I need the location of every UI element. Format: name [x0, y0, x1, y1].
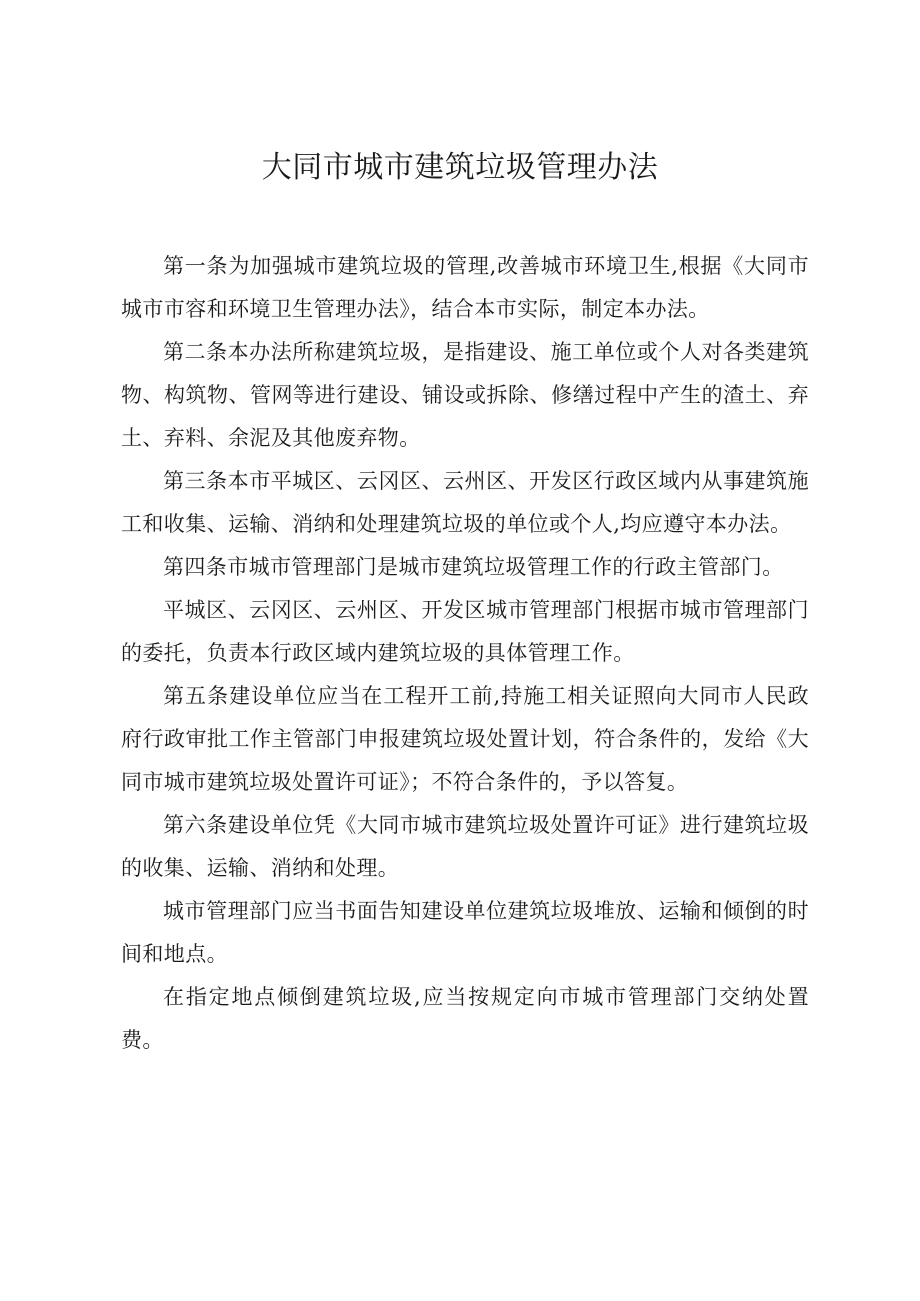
article-2-paragraph: 第二条本办法所称建筑垃圾，是指建设、施工单位或个人对各类建筑物、构筑物、管网等进行建设、铺设或拆除、修缮过程中产生的渣土、弃土、弃料、余泥及其他废弃物。	[121, 340, 809, 450]
article-1-paragraph: 第一条为加强城市建筑垃圾的管理,改善城市环境卫生,根据《大同市城市市容和环境卫生管理办法》，结合本市实际，制定本办法。	[121, 254, 809, 321]
article-6-sub-paragraph-2: 在指定地点倾倒建筑垃圾,应当按规定向市城市管理部门交纳处置费。	[121, 985, 809, 1052]
document-body	[121, 245, 809, 1062]
article-5-paragraph: 第五条建设单位应当在工程开工前,持施工相关证照向大同市人民政府行政审批工作主管部门申报建筑垃圾处置计划，符合条件的，发给《大同市城市建筑垃圾处置许可证》；不符合条件的，予以答复。	[121, 684, 809, 794]
article-3-paragraph: 第三条本市平城区、云冈区、云州区、开发区行政区域内从事建筑施工和收集、运输、消纳和处理建筑垃圾的单位或个人,均应遵守本办法。	[121, 469, 809, 536]
article-4-sub-paragraph: 平城区、云冈区、云州区、开发区城市管理部门根据市城市管理部门的委托，负责本行政区域内建筑垃圾的具体管理工作。	[121, 598, 809, 665]
document-title: 大同市城市建筑垃圾管理办法	[261, 150, 659, 185]
article-4-paragraph: 第四条市城市管理部门是城市建筑垃圾管理工作的行政主管部门。	[163, 555, 784, 579]
article-6-paragraph: 第六条建设单位凭《大同市城市建筑垃圾处置许可证》进行建筑垃圾的收集、运输、消纳和处理。	[121, 813, 809, 880]
article-6-sub-paragraph-1: 城市管理部门应当书面告知建设单位建筑垃圾堆放、运输和倾倒的时间和地点。	[121, 899, 809, 966]
